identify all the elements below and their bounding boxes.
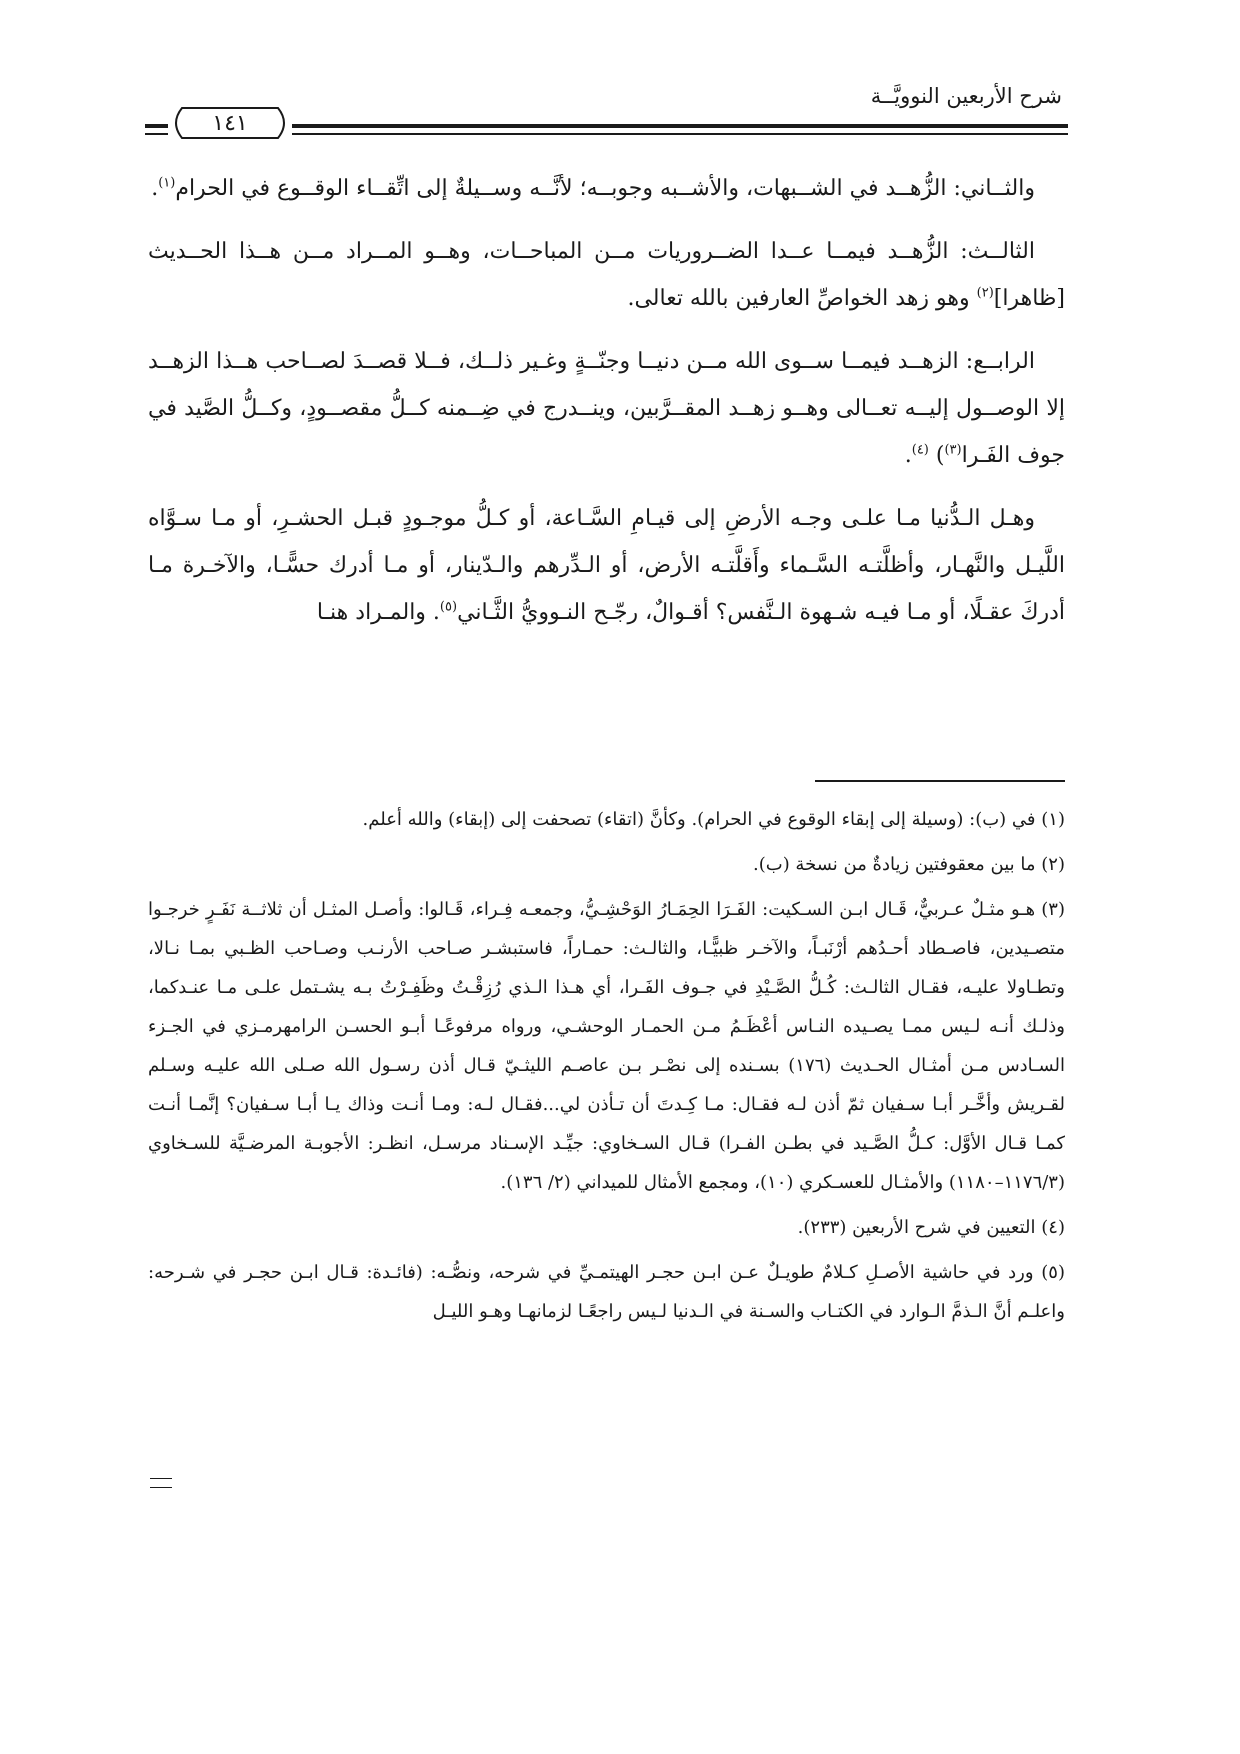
- footnote-ref-3[interactable]: (٣): [944, 442, 962, 458]
- footnote-ref-1[interactable]: (١): [158, 175, 176, 191]
- running-title: شرح الأربعين النوويَّــة: [870, 84, 1062, 108]
- footnote-2: (٢) ما بين معقوفتين زيادةٌ من نسخة (ب).: [753, 854, 1065, 875]
- footnote-4: (٤) التعيين في شرح الأربعين (٢٣٣).: [797, 1217, 1065, 1238]
- footnote-ref-4[interactable]: (٤): [911, 442, 929, 458]
- footnote-ref-5[interactable]: (٥): [439, 599, 458, 615]
- paragraph-fourth-type: الرابــع: الزهــد فيمــا ســوى الله مــن دنيــا وجنّــةٍ وغـير ذلــك، فــلا قصــدَ لصــاحب هــذا الزهــد إلا الوصــول إليــه تعــالى وهــو زهــد المقــرَّبين، وينــدرج في ضِــمنه كــلُّ مقصــودٍ، وكــلُّ الصَّيد في جوف الفَـرا$^{(٣)}$) $^{(٤)}$.: [148, 349, 1065, 468]
- footnote-continuation-mark: [150, 1478, 172, 1488]
- footnote-ref-2[interactable]: (٢): [976, 285, 994, 301]
- main-text: [148, 165, 1065, 652]
- paragraph-second-type: والثــاني: الزُّهــد في الشــبهات، والأشــبه وجوبــه؛ لأنَّــه وســيلةٌ إلى اتِّقــاء الوقــوع في الحرام$^{(١)}$.: [151, 175, 1035, 201]
- page-number-badge: [168, 106, 292, 140]
- page-number: ١٤١: [212, 111, 248, 136]
- paragraph-third-type: الثالــث: الزُّهــد فيمــا عــدا الضــروريات مــن المباحــات، وهــو المــراد مــن هــذا الحــديث [ظاهرا]$^{(٢)}$ وهو زهد الخواصِّ العارفين بالله تعالى.: [148, 239, 1065, 311]
- footnotes: [148, 800, 1065, 1337]
- footnote-1: (١) في (ب): (وسيلة إلى إبقاء الوقوع في الحرام). وكأنَّ (اتقاء) تصحفت إلى (إبقاء) والله أعلم.: [362, 809, 1065, 830]
- footnote-5: (٥) ورد في حاشية الأصـلِ كـلامٌ طويـلٌ عـن ابـن حجـر الهيتمـيِّ في شرحه، ونصُّـه: (فائـدة: قـال ابـن حجـر في شـرحه: واعلـم أنَّ الـذمَّ الـوارد في الكتـاب والسـنة في الـدنيا لـيس راجعًـا لزمانهـا وهـو الليـل: [148, 1262, 1065, 1322]
- paragraph-dunya-definition: وهـل الـدُّنيا مـا علـى وجـه الأرضِ إلى قيـامِ السَّـاعة، أو كـلُّ موجـودٍ قبـل الحشـرِ، أو مـا سـوَّاه اللَّيـل والنَّهـار، وأظلَّتـه السَّـماء وأَقلَّتـه الأرض، أو الـدِّرهم والـدّينار، أو مـا أدرك حسًّـا، والآخـرة مـا أدركَ عقـلًا، أو مـا فيـه شـهوة الـنَّفس؟ أقـوالٌ، رجّـح النـوويُّ الثَّـاني$^{(٥)}$. والمـراد هنـا: [148, 506, 1065, 625]
- footnote-separator: [815, 780, 1065, 782]
- footnote-3: (٣) هـو مثـلٌ عـربيٌّ، قَـال ابـن السـكيت: الفَـرَا الحِمَـارُ الوَحْشِـيُّ، وجمعـه فِـراء، قَـالوا: وأصـل المثـل أن ثلاثــة نَفَـرٍ خرجـوا متصـيدين، فاصـطاد أحـدُهم أرْنَبـاً، والآخـر ظبيًّـا، والثالـث: حمـاراً، فاستبشـر صـاحب الأرنـب وصـاحب الظـبي بمـا نـالا، وتطـاولا عليـه، فقـال الثالـث: كُـلُّ الصَّـيْدِ في جـوف الفَـرا، أي هـذا الـذي رُزِقْـتُ وظَفِـرْتُ بـه يشـتمل علـى مـا عنـدكما، وذلـك أنـه لـيس ممـا يصـيده النـاس أعْظَـمُ مـن الحمـار الوحشـي، ورواه مرفوعًـا أبـو الحسـن الرامهرمـزي في الجـزء السـادس مـن أمثـال الحـديث (١٧٦) بسـنده إلى نصْـر بـن عاصـم الليثـيّ قـال أذن رسـول الله صـلى الله عليـه وسـلم لقـريش وأخَّـر أبـا سـفيان ثمّ أذن لـه فقـال: مـا كِـدتَ أن تـأذن لي...فقـال لـه: ومـا أنـت وذاك يـا أبـا سـفيان؟ إنَّمـا أنـت كمـا قـال الأوَّل: كـلُّ الصَّـيد في بطـن الفـرا) قـال السـخاوي: جيِّـد الإسـناد مرسـل، انظـر: الأجوبـة المرضـيَّة للسـخاوي (١١٧٦/٣–١١٨٠) والأمثـال للعسـكري (١٠)، ومجمع الأمثال للميداني (٢/ ١٣٦).: [148, 899, 1066, 1193]
